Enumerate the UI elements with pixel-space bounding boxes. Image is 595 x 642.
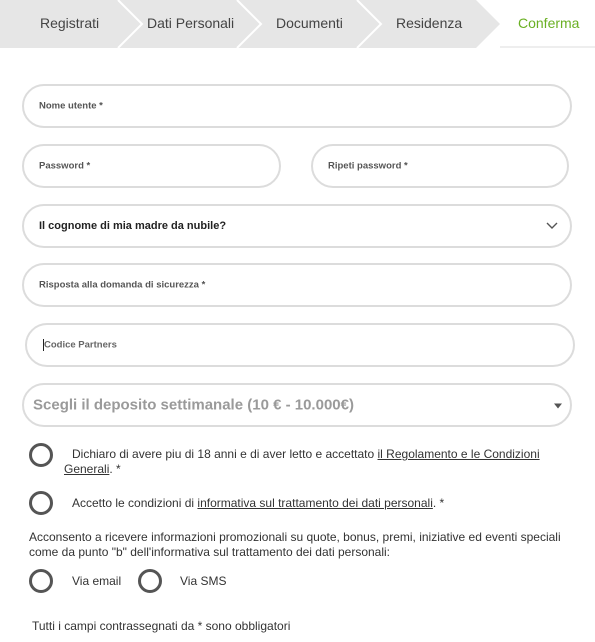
weekly-deposit-value: Scegli il deposito settimanale (10 € - 10.000€) [33, 396, 354, 414]
promo-consent-text [29, 530, 589, 560]
via-email-label: Via email [72, 574, 122, 588]
age-consent-text [64, 447, 564, 477]
privacy-policy-link[interactable]: informativa sul trattamento dei dati personali [197, 496, 433, 510]
via-sms-radio[interactable] [138, 569, 162, 593]
privacy-consent-text [72, 496, 572, 511]
privacy-consent-suffix: . * [432, 496, 445, 510]
username-placeholder: Nome utente * [39, 100, 103, 112]
partner-code-field[interactable] [25, 323, 575, 367]
security-answer-placeholder: Risposta alla domanda di sicurezza * [39, 279, 206, 291]
condizioni-generali-link[interactable]: Generali [64, 462, 110, 476]
promo-line-1: Acconsento a ricevere informazioni promozionali su quote, bonus, premi, iniziative ed eventi speciali [29, 530, 561, 544]
step-conferma: Conferma [518, 15, 580, 31]
privacy-consent-prefix: Accetto le condizioni di [72, 496, 198, 510]
password-field[interactable] [22, 144, 281, 188]
age-consent-prefix: Dichiaro di avere piu di 18 anni e di aver letto e accettato [72, 447, 378, 461]
repeat-password-field[interactable] [311, 144, 569, 188]
required-fields-note: Tutti i campi contrassegnati da * sono obbligatori [32, 619, 291, 633]
promo-line-2: come da punto "b" dell'informativa sul trattamento dei dati personali: [29, 545, 391, 559]
step-dati-personali: Dati Personali [147, 15, 235, 31]
privacy-consent-radio[interactable] [29, 491, 53, 515]
text-caret [43, 339, 44, 351]
security-question-value: Il cognome di mia madre da nubile? [39, 220, 227, 232]
chevron-down-icon [546, 222, 558, 230]
security-answer-field[interactable] [22, 263, 572, 307]
repeat-password-placeholder: Ripeti password * [328, 160, 408, 172]
via-email-radio[interactable] [29, 569, 53, 593]
weekly-deposit-select[interactable] [22, 383, 572, 427]
step-documenti: Documenti [276, 15, 343, 31]
age-consent-suffix: . * [109, 462, 121, 476]
username-field[interactable] [22, 84, 572, 128]
dropdown-arrow-icon [554, 404, 562, 409]
age-consent-radio[interactable] [29, 443, 53, 467]
step-residenza: Residenza [396, 15, 463, 31]
regolamento-link[interactable]: il Regolamento e le Condizioni [377, 447, 540, 461]
partner-code-placeholder: Codice Partners [44, 339, 117, 351]
security-question-select[interactable] [22, 204, 572, 248]
progress-stepper [0, 0, 595, 48]
via-sms-label: Via SMS [180, 574, 227, 588]
password-placeholder: Password * [39, 160, 91, 172]
step-registrati: Registrati [40, 15, 100, 31]
